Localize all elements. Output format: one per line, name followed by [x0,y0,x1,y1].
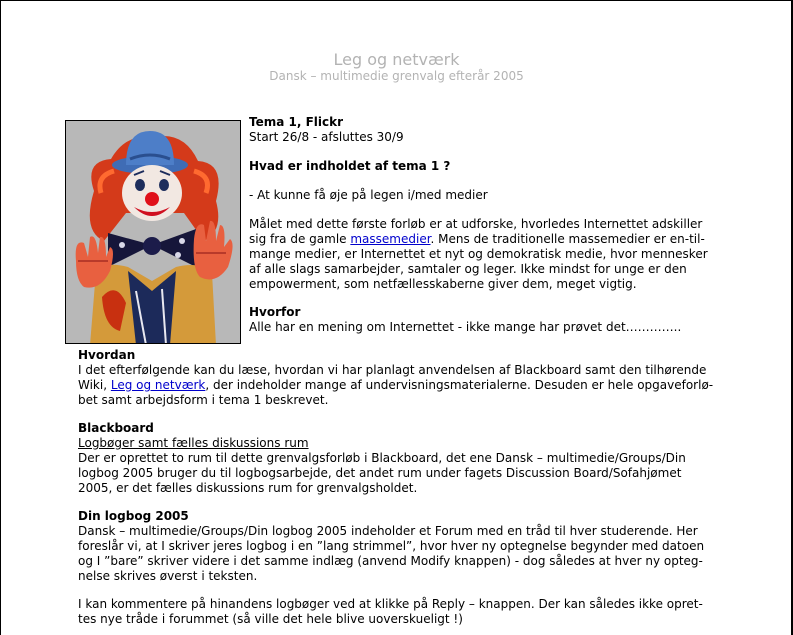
clown-image [65,120,241,344]
content-question-heading: Hvad er indholdet af tema 1 ? [249,159,451,173]
how-heading: Hvordan [78,348,136,362]
page-title: Leg og netværk [333,50,460,69]
how-para-line [78,378,713,393]
logbook-para-line: I kan kommentere på hinandens logbøger ved at klikke på Reply – knappen. Der kan således ikke opret- [78,597,703,611]
page-border-top [0,0,793,1]
logbook-heading: Din logbog 2005 [78,509,189,523]
content-bullet: - At kunne få øje på legen i/med medier [249,188,488,202]
page-subtitle: Dansk – multimedie grenvalg efterår 2005 [269,69,524,83]
blackboard-heading: Blackboard [78,421,154,435]
goal-para-line [249,232,705,247]
blackboard-para-line: 2005, er det fælles diskussions rum for grenvalgsholdet. [78,481,418,495]
logbook-para-line: foreslår vi, at I skriver jeres logbog i en ”lang strimmel”, hvor hver ny optegnelse begynder med datoen [78,539,705,553]
goal-para-line: af alle slags samarbejder, samtaler og leger. Ikke mindst for unge er den [249,262,687,276]
blackboard-para-line: Der er oprettet to rum til dette grenvalgsforløb i Blackboard, det ene Dansk – multimedie/Groups/Din [78,451,686,465]
how-para-text: Wiki, [78,378,111,392]
logbook-para-line: tes nye tråde i forummet (så ville det hele blive uoverskueligt !) [78,612,463,626]
goal-para-line: mange medier, er Internettet et nyt og demokratisk medie, hvor mennesker [249,247,708,261]
logbook-para-line: nelse skrives øverst i teksten. [78,569,258,583]
goal-para-line: empowerment, som netfællesskaberne giver dem, meget vigtig. [249,277,637,291]
why-heading: Hvorfor [249,305,301,319]
blackboard-para-line: logbog 2005 bruger du til logbogsarbejde, det andet rum under fagets Discussion Board/Sofahjømet [78,466,682,480]
leg-og-netvaerk-link[interactable]: Leg og netværk [110,378,206,392]
goal-para-line: Målet med dette første forløb er at udforske, hvorledes Internettet adskiller [249,217,703,231]
why-text: Alle har en mening om Internettet - ikke mange har prøvet det………….. [249,320,682,334]
how-para-text: , der indeholder mange af undervisningsmaterialerne. Desuden er hele opgaveforlø- [205,378,714,392]
clown-illustration [66,121,241,344]
page-border-left [0,0,1,635]
theme-dates: Start 26/8 - afsluttes 30/9 [249,130,404,144]
theme-heading: Tema 1, Flickr [249,115,344,129]
how-para-line: bet samt arbejdsform i tema 1 beskrevet. [78,393,329,407]
logbook-para-line: Dansk – multimedie/Groups/Din logbog 2005 indeholder et Forum med en tråd til hver studerende. Her [78,524,698,538]
massemedier-link[interactable]: massemedier [350,232,431,246]
goal-para-text: . Mens de traditionelle massemedier er en-til- [430,232,705,246]
blackboard-subheading: Logbøger samt fælles diskussions rum [78,436,309,450]
how-para-line: I det efterfølgende kan du læse, hvordan vi har planlagt anvendelsen af Blackboard samt den tilhørende [78,363,707,377]
goal-para-text: sig fra de gamle [249,232,351,246]
logbook-para-line: og I ”bare” skriver videre i det samme indlæg (anvend Modify knappen) - dog således at hver ny opteg- [78,554,703,568]
